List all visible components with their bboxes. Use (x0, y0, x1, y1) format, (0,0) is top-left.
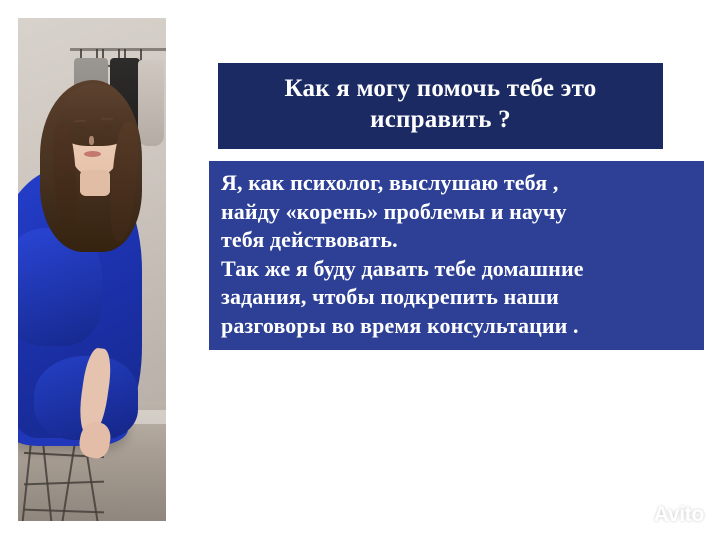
person-lips (84, 151, 101, 157)
body-line: Я, как психолог, выслушаю тебя , (221, 170, 559, 195)
body-line: тебя действовать. (221, 227, 398, 252)
person-eye (103, 125, 112, 129)
body-line: разговоры во время консультации . (221, 312, 579, 338)
body-text-block (209, 161, 704, 350)
person-nose (89, 136, 94, 145)
title-line: исправить ? (370, 106, 511, 133)
person-neck (80, 170, 110, 196)
watermark (632, 503, 704, 527)
watermark-label: Avito (653, 503, 704, 526)
person-eye (76, 126, 85, 130)
avito-dots-icon (632, 507, 649, 524)
body-line: задания, чтобы подкрепить наши (221, 284, 559, 309)
title-block (218, 63, 663, 149)
body-line: Так же я буду давать тебе домашние (221, 255, 584, 281)
body-line: найду «корень» проблемы и научу (221, 198, 567, 224)
photo-panel (18, 18, 166, 521)
title-line: Как я могу помочь тебе это (284, 75, 597, 102)
garment (138, 60, 164, 146)
photo-content (18, 18, 166, 521)
